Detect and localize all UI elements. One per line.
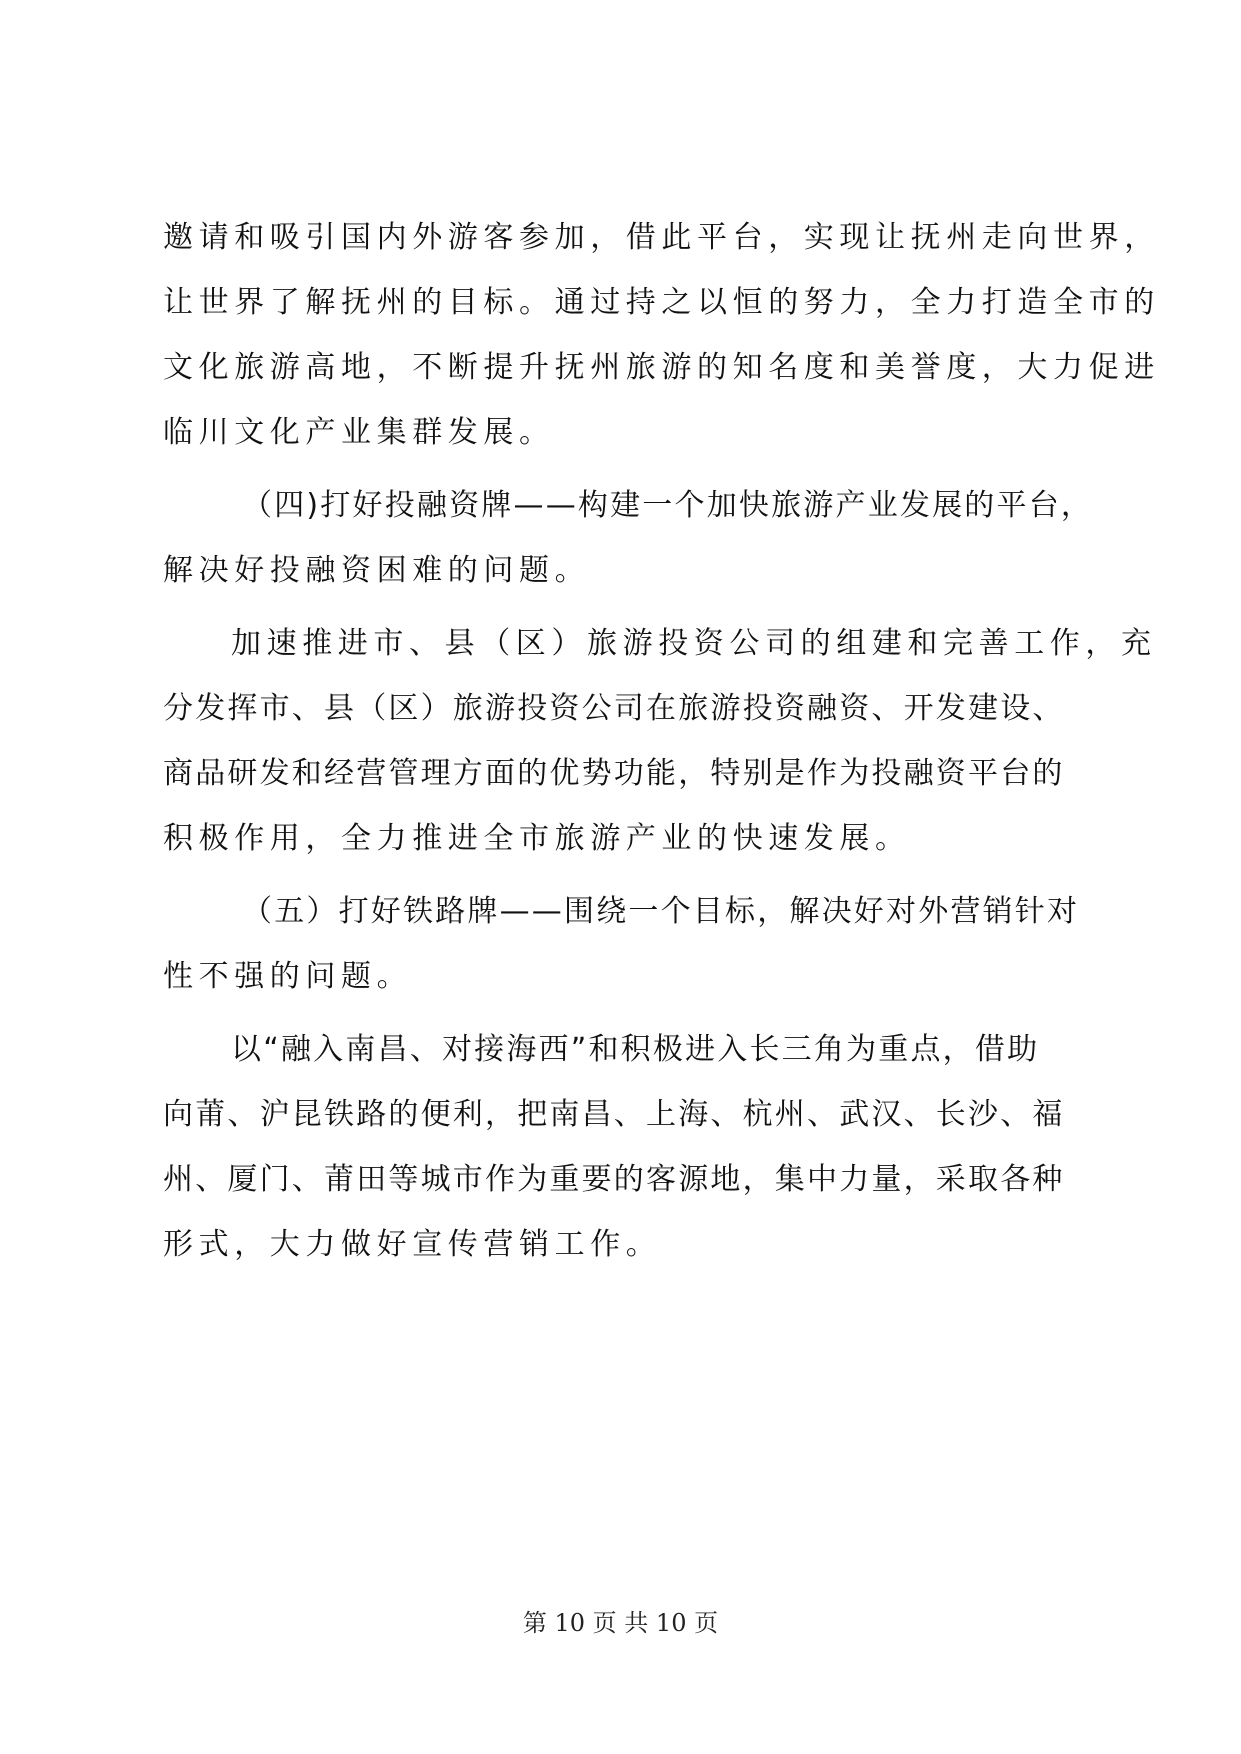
- section-heading-line: 性不强的问题。: [163, 959, 413, 994]
- paragraph-line: 州、厦门、莆田等城市作为重要的客源地，集中力量，采取各种: [163, 1162, 1065, 1197]
- paragraph-line: 积极作用，全力推进全市旅游产业的快速发展。: [163, 821, 911, 856]
- paragraph-line: 向莆、沪昆铁路的便利，把南昌、上海、杭州、武汉、长沙、福: [163, 1097, 1065, 1132]
- paragraph-line: 让世界了解抚州的目标。通过持之以恒的努力，全力打造全市的: [163, 285, 1160, 320]
- paragraph-line: 文化旅游高地，不断提升抚州旅游的知名度和美誉度，大力促进: [163, 350, 1160, 385]
- paragraph-line: 邀请和吸引国内外游客参加，借此平台，实现让抚州走向世界，: [163, 220, 1160, 255]
- paragraph-line: 商品研发和经营管理方面的优势功能，特别是作为投融资平台的: [163, 756, 1065, 791]
- section-heading-line: 解决好投融资困难的问题。: [163, 553, 591, 588]
- section-heading-line: （四)打好投融资牌——构建一个加快旅游产业发展的平台，: [242, 488, 1094, 523]
- paragraph-line: 形式，大力做好宣传营销工作。: [163, 1227, 662, 1262]
- paragraph-line: 加速推进市、县（区）旅游投资公司的组建和完善工作，充: [231, 626, 1157, 661]
- body-text: [163, 205, 1160, 1277]
- page-footer: 第 10 页 共 10 页: [522, 1609, 719, 1637]
- paragraph-line: 临川文化产业集群发展。: [163, 415, 555, 450]
- section-heading-line: （五）打好铁路牌——围绕一个目标，解决好对外营销针对: [242, 894, 1080, 929]
- paragraph-line: 分发挥市、县（区）旅游投资公司在旅游投资融资、开发建设、: [163, 691, 1065, 726]
- paragraph-line: 以“融入南昌、对接海西”和积极进入长三角为重点，借助: [231, 1032, 1040, 1067]
